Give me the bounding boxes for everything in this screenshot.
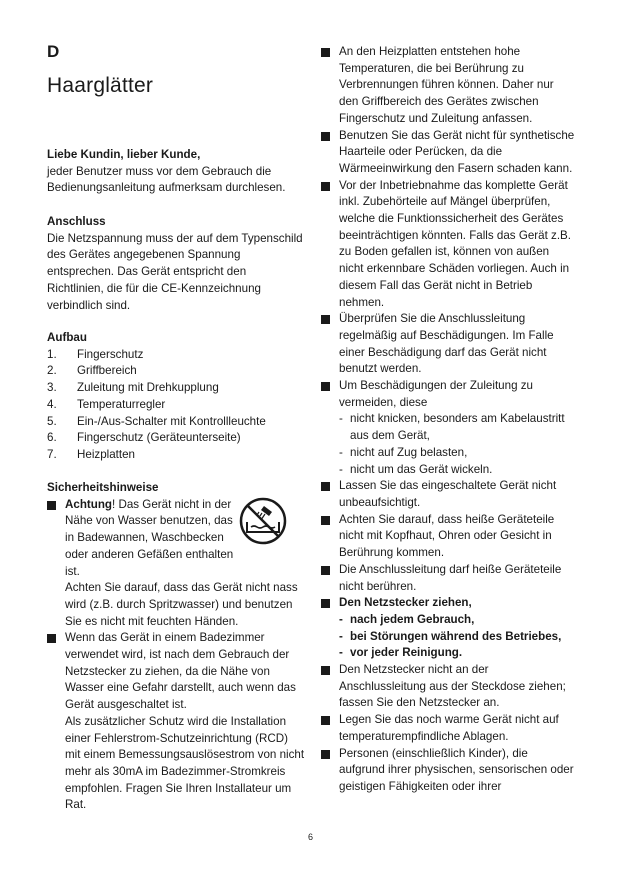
bullet-square-icon [321, 382, 330, 391]
sub-item: - nicht knicken, besonders am Kabelaustritt aus dem Gerät, [339, 412, 565, 443]
list-item: Vor der Inbetriebnahme das komplette Gerät inkl. Zubehörteile auf Mängel überprüfen, welche die Funktionssicherheit des Gerätes beeinträchtigen könnten. Falls das Gerät z.B. zu Boden gefallen ist, können von außen nicht erkennbare Schäden vorliegen. Auch in diesem Fall das Gerät nicht in Betrieb nehmen. [321, 178, 575, 312]
bullet-square-icon [321, 716, 330, 725]
list-item: Achten Sie darauf, dass heiße Geräteteile nicht mit Kopfhaut, Ohren oder Gesicht in Berührung kommen. [321, 512, 575, 562]
list-item: 1. Fingerschutz [47, 347, 144, 361]
bullet-square-icon [321, 599, 330, 608]
sub-item: - vor jeder Reinigung. [339, 646, 463, 660]
list-item: 5. Ein-/Aus-Schalter mit Kontrollleuchte [47, 414, 266, 428]
list-item: Benutzen Sie das Gerät nicht für synthetische Haarteile oder Perücken, da die Wärmeeinwirkung den Fasern schaden kann. [321, 128, 575, 178]
anschluss-section [47, 214, 305, 314]
aufbau-heading: Aufbau [47, 331, 87, 344]
list-item: 6. Fingerschutz (Geräteunterseite) [47, 431, 241, 445]
achtung-label: Achtung [65, 497, 113, 511]
sub-item: - bei Störungen während des Betriebes, [339, 629, 562, 643]
no-water-warning-icon [238, 496, 288, 546]
list-item: 3. Zuleitung mit Drehkupplung [47, 381, 219, 395]
list-item: Den Netzstecker nicht an der Anschlussleitung aus der Steckdose ziehen; fassen Sie den Netzstecker an. [321, 662, 575, 712]
anschluss-heading: Anschluss [47, 215, 106, 228]
intro-heading: Liebe Kundin, lieber Kunde, [47, 148, 201, 161]
right-column [321, 44, 575, 796]
list-item: 4. Temperaturregler [47, 397, 166, 411]
sub-item: - nicht auf Zug belasten, [339, 445, 468, 459]
bullet-square-icon [321, 48, 330, 57]
list-item: Personen (einschließlich Kinder), die aufgrund ihrer physischen, sensorischen oder geistigen Fähigkeiten oder ihrer [321, 746, 575, 796]
language-marker: D [47, 42, 60, 61]
list-item: 7. Heizplatten [47, 447, 136, 461]
aufbau-list [47, 347, 305, 464]
list-item: An den Heizplatten entstehen hohe Temperaturen, die bei Berührung zu Verbrennungen führen können. Daher nur den Griffbereich des Gerätes zwischen Fingerschutz und Zuleitung anfassen. [321, 44, 575, 128]
sicherheit-heading: Sicherheitshinweise [47, 481, 159, 494]
bullet-square-icon [321, 750, 330, 759]
bullet-square-icon [47, 501, 56, 510]
list-item: Um Beschädigungen der Zuleitung zu vermeiden, diese - nicht knicken, besonders am Kabelaustritt aus dem Gerät, - nicht auf Zug belasten, - nicht um das Gerät wickeln. [321, 378, 575, 478]
bullet-square-icon [321, 482, 330, 491]
bullet-square-icon [47, 634, 56, 643]
sub-item: - nicht um das Gerät wickeln. [339, 462, 493, 476]
list-item: Lassen Sie das eingeschaltete Gerät nicht unbeaufsichtigt. [321, 478, 575, 511]
bullet-square-icon [321, 566, 330, 575]
list-item: Überprüfen Sie die Anschlussleitung regelmäßig auf Beschädigungen. Im Falle einer Beschädigung darf das Gerät nicht benutzt werden. [321, 311, 575, 378]
bullet-square-icon [321, 516, 330, 525]
page-number: 6 [307, 832, 313, 842]
list-item: Wenn das Gerät in einem Badezimmer verwendet wird, ist nach dem Gebrauch der Netzstecker zu ziehen, da die Nähe von Wasser eine Gefahr darstellt, auch wenn das Gerät ausgeschaltet ist. Als zusätzlicher Schutz wird die Installation einer Fehlerstrom-Schutzeinrichtung (RCD) mit einem Bemessungsauslösestrom von nicht mehr als 30mA im Badezimmer-Stromkreis empfohlen. Fragen Sie Ihren Installateur um Rat. [47, 630, 305, 814]
bullet-square-icon [321, 315, 330, 324]
list-item: Den Netzstecker ziehen, - nach jedem Gebrauch, - bei Störungen während des Betriebes, - vor jeder Reinigung. [321, 595, 575, 662]
intro-section [47, 147, 305, 197]
list-item: Legen Sie das noch warme Gerät nicht auf temperaturempfindliche Ablagen. [321, 712, 575, 745]
anschluss-text: Die Netzspannung muss der auf dem Typenschild des Gerätes angegebenen Spannung entsprechen. Das Gerät entspricht den Richtlinien, die für die CE-Kennzeichnung verbindlich sind. [47, 231, 303, 312]
page-title: Haarglätter [47, 74, 154, 97]
intro-text: jeder Benutzer muss vor dem Gebrauch die Bedienungsanleitung aufmerksam durchlesen. [47, 164, 286, 195]
list-item: 2. Griffbereich [47, 364, 137, 378]
bullet-square-icon [321, 182, 330, 191]
bullet-square-icon [321, 666, 330, 675]
bullet-square-icon [321, 132, 330, 141]
list-item: Achtung! Das Gerät nicht in der Nähe von Wasser benutzen, das in Badewannen, Waschbecken oder anderen Gefäßen enthalten ist. Achten Sie darauf, dass das Gerät nicht nass wird (z.B. durch Spritzwasser) und benutzen Sie es nicht mit feuchten Händen. [47, 497, 305, 631]
achtung-text2: Achten Sie darauf, dass das Gerät nicht nass wird (z.B. durch Spritzwasser) und benutzen Sie es nicht mit feuchten Händen. [65, 581, 298, 628]
aufbau-section [47, 330, 305, 464]
list-item: Die Anschlussleitung darf heiße Geräteteile nicht berühren. [321, 562, 575, 595]
sub-item: - nach jedem Gebrauch, [339, 612, 475, 626]
